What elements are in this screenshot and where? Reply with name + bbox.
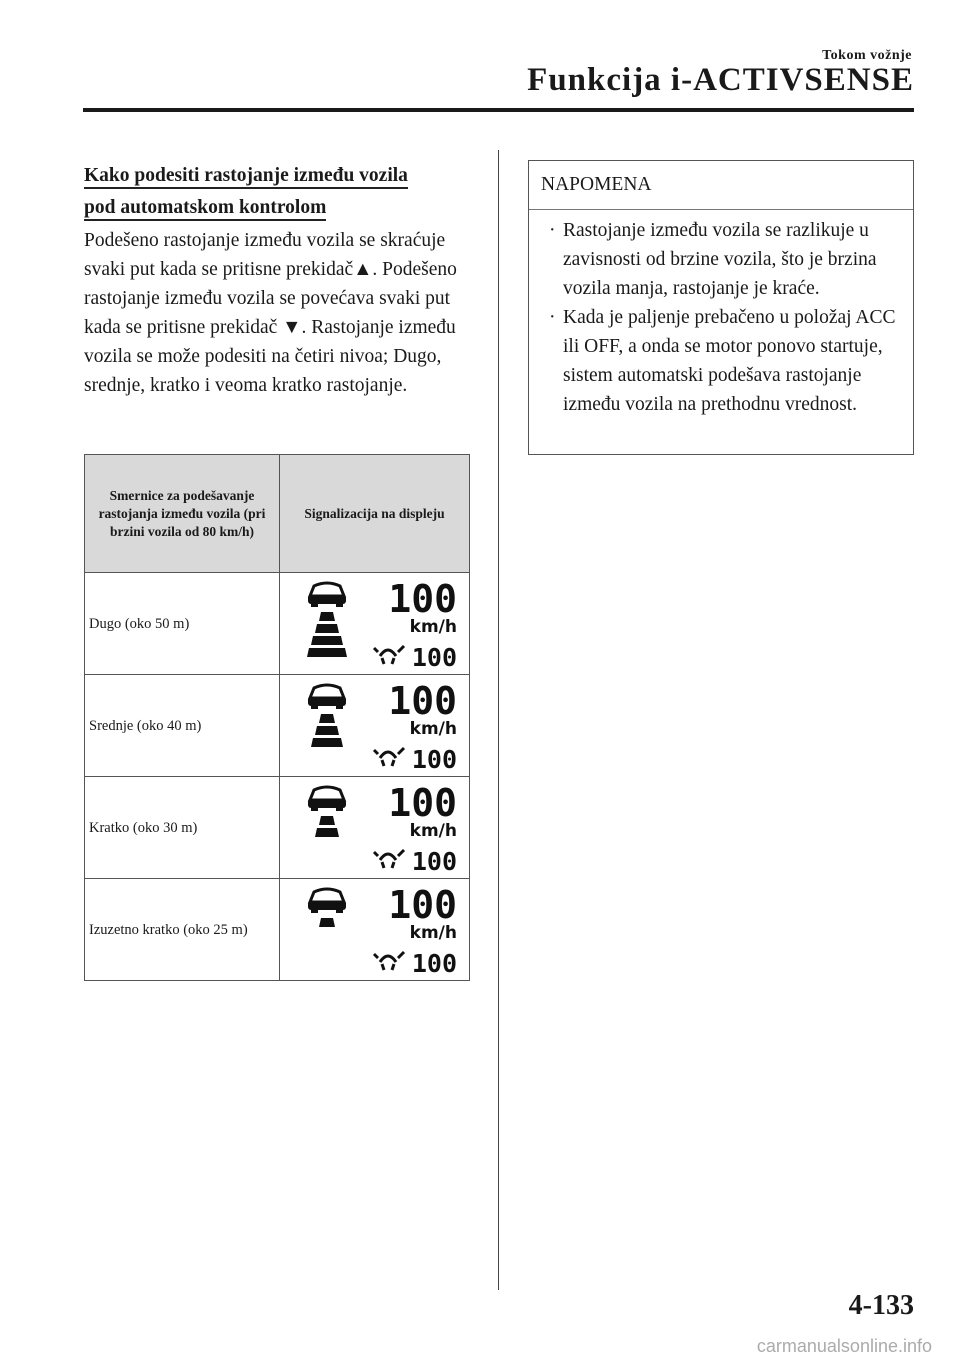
hud-display-graphic: [294, 678, 464, 774]
set-speed-readout: 100: [411, 642, 457, 672]
radar-cruise-icon: [374, 646, 404, 664]
speed-unit: km/h: [409, 718, 457, 739]
display-indication: [280, 675, 470, 777]
hud-display-graphic: [294, 882, 464, 978]
distance-table: [84, 454, 470, 981]
distance-label: Kratko (oko 30 m): [85, 777, 280, 879]
distance-bar: [307, 648, 347, 657]
hud-display-graphic: [294, 576, 464, 672]
bullet: ·: [549, 307, 556, 328]
bullet: ·: [549, 220, 556, 241]
display-indication: [280, 777, 470, 879]
radar-cruise-icon: [374, 748, 404, 766]
distance-bar: [311, 738, 343, 747]
vehicle-ahead-icon: [308, 787, 346, 811]
note-item-text: Rastojanje između vozila se razlikuje u zavisnosti od brzine vozila, što je brzina vozila manja, rastojanje je kraće.: [563, 220, 877, 299]
set-speed-readout: 100: [411, 948, 457, 978]
note-item: [549, 216, 899, 303]
body-paragraph: Podešeno rastojanje između vozila se skraćuje svaki put kada se pritisne prekidač▲. Podešeno rastojanje između vozila se povećava svaki put kada se pritisne prekidač ▼. Rastojanje između vozila se može podesiti na četiri nivoa; Dugo, srednje, kratko i veoma kratko rastojanje.: [84, 230, 457, 396]
distance-bar: [315, 828, 339, 837]
table-row: [85, 675, 470, 777]
vehicle-ahead-icon: [308, 685, 346, 709]
column-divider: [498, 150, 499, 1290]
speed-unit: km/h: [409, 616, 457, 637]
set-speed-readout: 100: [411, 744, 457, 774]
display-indication: [280, 879, 470, 981]
set-speed-readout: 100: [411, 846, 457, 876]
heading-line-2: pod automatskom kontrolom: [84, 197, 326, 221]
distance-bar: [319, 714, 335, 723]
table-row: [85, 573, 470, 675]
table-row: [85, 879, 470, 981]
speed-unit: km/h: [409, 820, 457, 841]
distance-bar: [319, 918, 335, 927]
distance-bar: [315, 624, 339, 633]
distance-bar: [315, 726, 339, 735]
header-rule: [83, 108, 914, 112]
radar-cruise-icon: [374, 952, 404, 970]
display-indication: [280, 573, 470, 675]
radar-cruise-icon: [374, 850, 404, 868]
speed-readout: 100: [388, 882, 457, 927]
distance-label: Izuzetno kratko (oko 25 m): [85, 879, 280, 981]
distance-label: Srednje (oko 40 m): [85, 675, 280, 777]
note-list: [529, 210, 913, 419]
distance-bar: [319, 816, 335, 825]
vehicle-ahead-icon: [308, 889, 346, 913]
chapter-title: Funkcija i-ACTIVSENSE: [527, 62, 914, 98]
speed-readout: 100: [388, 678, 457, 723]
subsection-heading: [84, 160, 464, 224]
distance-bar: [311, 636, 343, 645]
speed-readout: 100: [388, 780, 457, 825]
hud-display-graphic: [294, 780, 464, 876]
note-box: [528, 160, 914, 455]
speed-unit: km/h: [409, 922, 457, 943]
watermark: carmanualsonline.info: [756, 1336, 932, 1356]
distance-label: Dugo (oko 50 m): [85, 573, 280, 675]
heading-line-1: Kako podesiti rastojanje između vozila: [84, 165, 408, 189]
vehicle-ahead-icon: [308, 583, 346, 607]
table-header-row: [85, 455, 470, 573]
table-row: [85, 777, 470, 879]
table-header-guide: Smernice za podešavanje rastojanja između vozila (pri brzini vozila od 80 km/h): [85, 455, 280, 573]
speed-readout: 100: [388, 576, 457, 621]
page-number: 4-133: [848, 1290, 914, 1321]
section-header: Tokom vožnje: [822, 48, 912, 63]
distance-bar: [319, 612, 335, 621]
note-item: [549, 303, 899, 419]
table-header-display: Signalizacija na displeju: [280, 455, 470, 573]
note-title: NAPOMENA: [529, 161, 913, 210]
note-item-text: Kada je paljenje prebačeno u položaj ACC ili OFF, a onda se motor ponovo startuje, sistem automatski podešava rastojanje između vozila na prethodnu vrednost.: [563, 307, 896, 415]
